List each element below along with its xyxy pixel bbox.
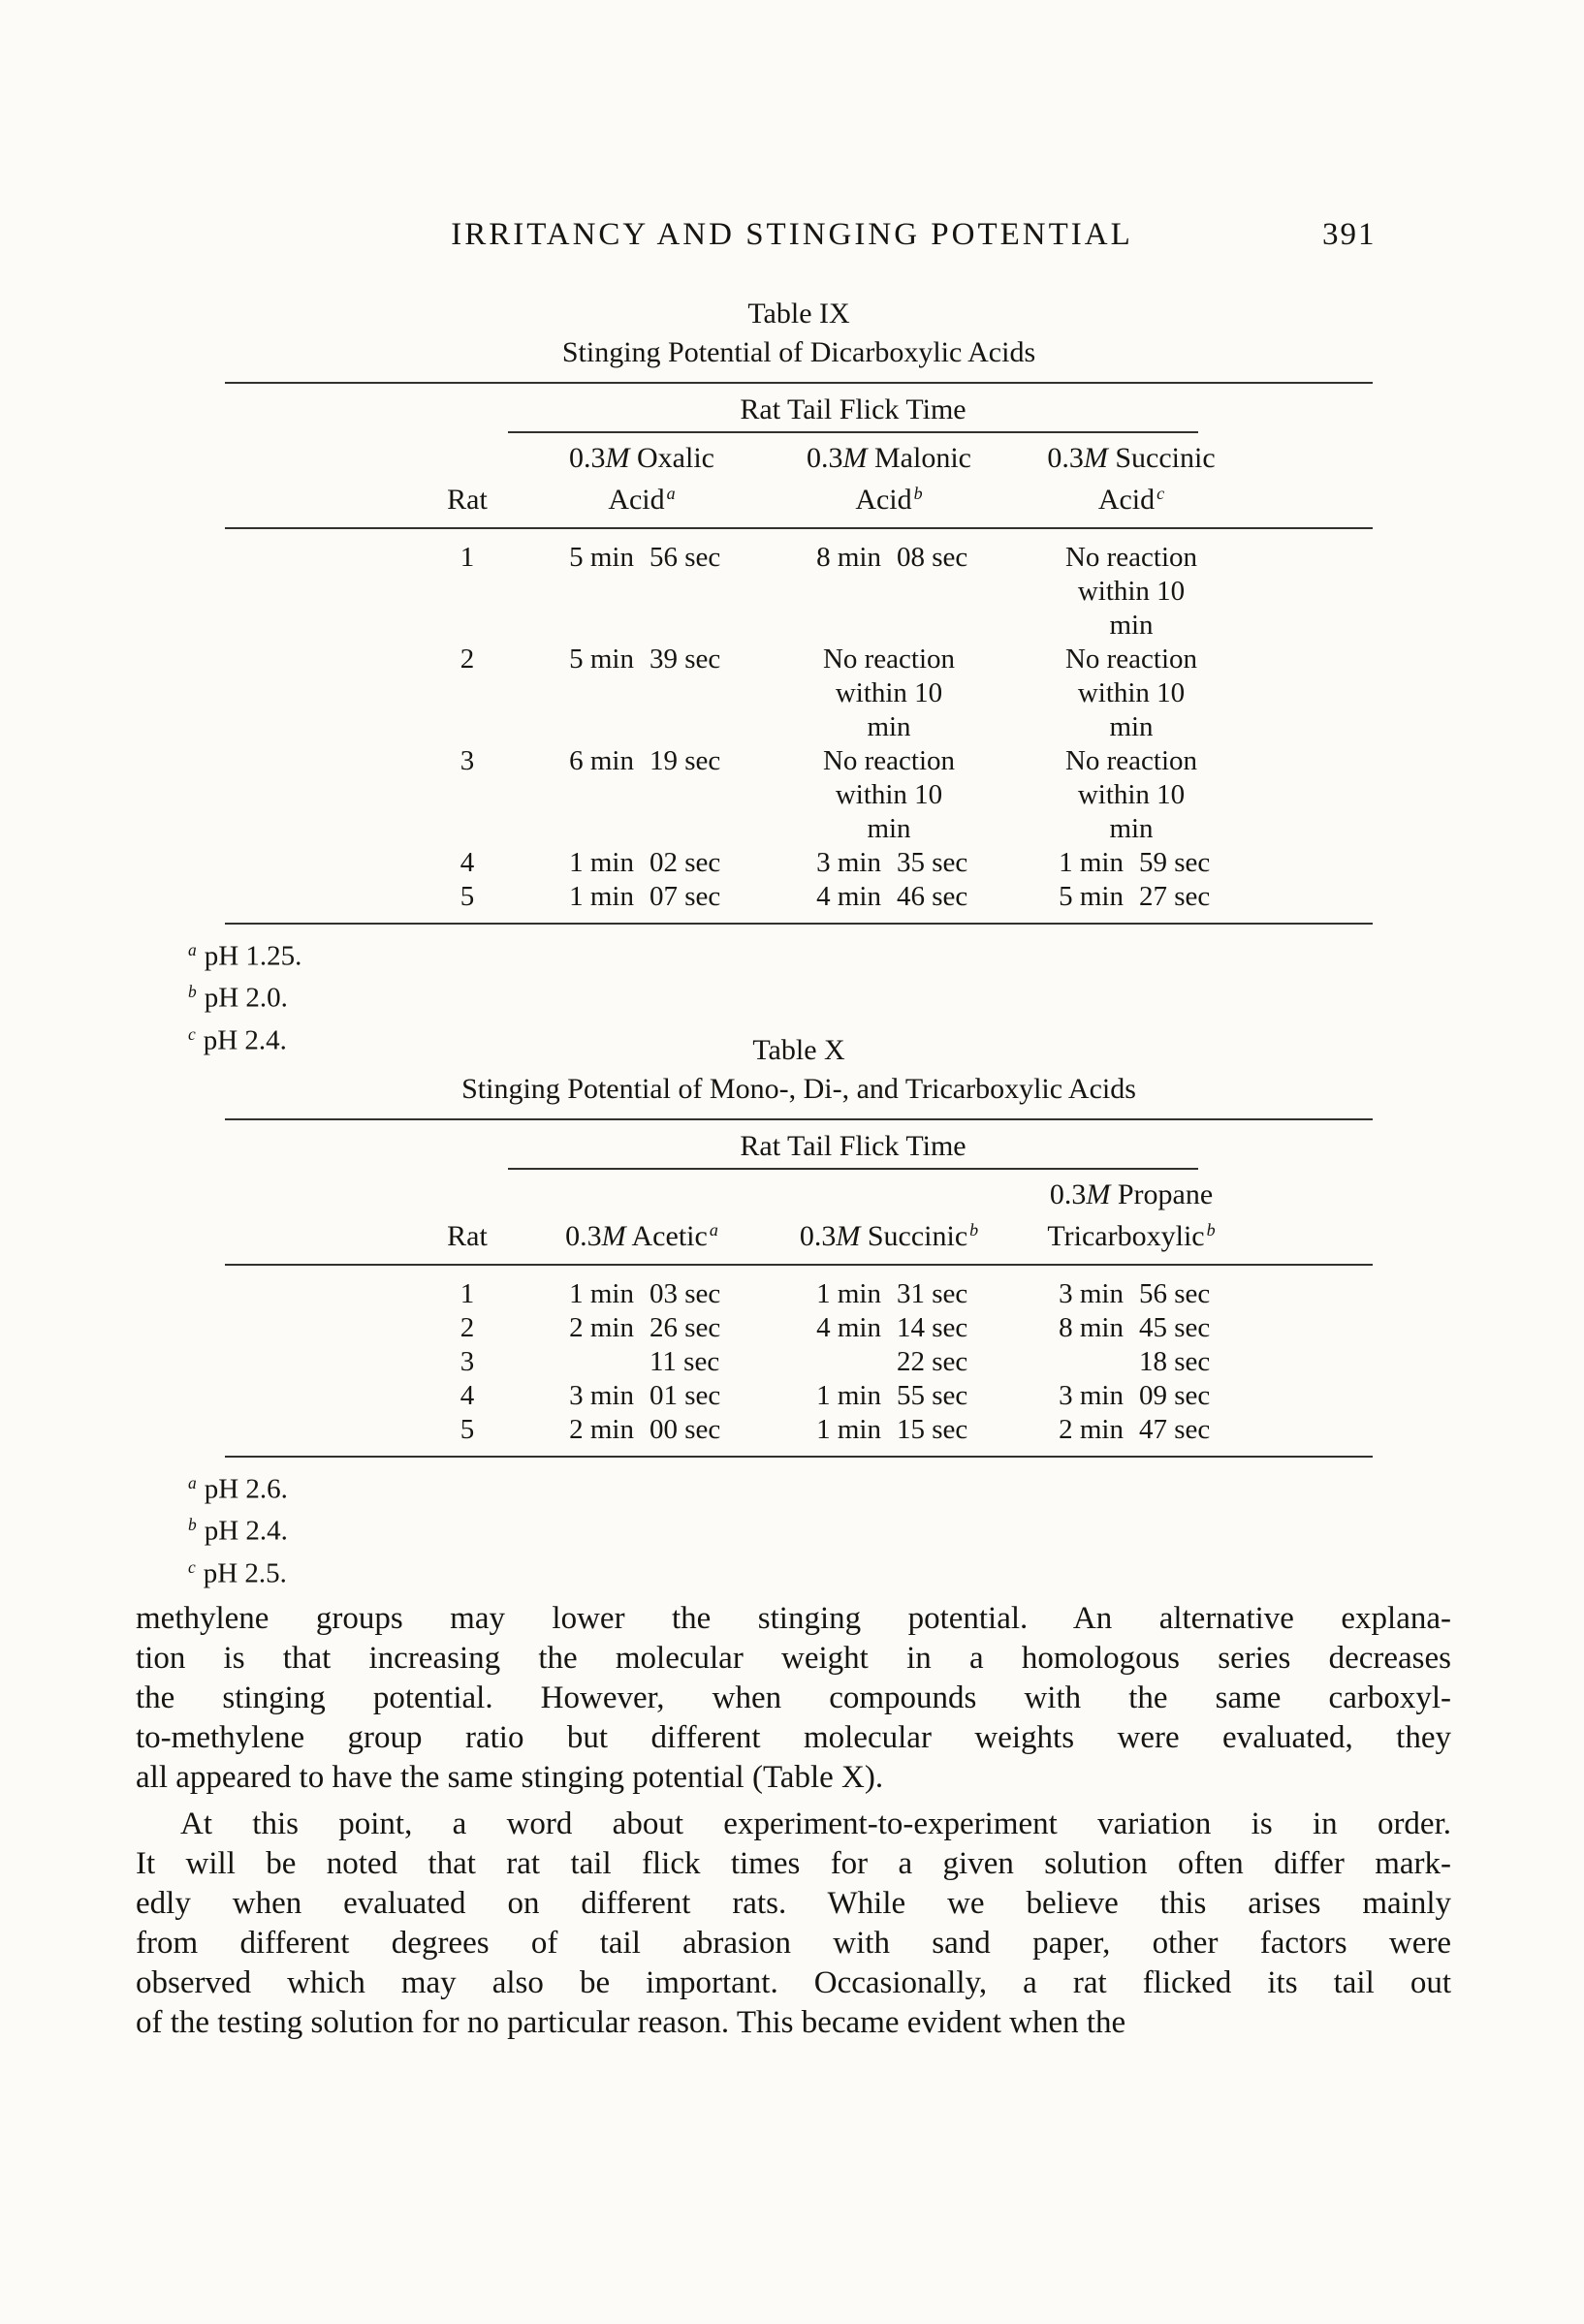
- rat-number: 2: [459, 643, 475, 675]
- table-ix-span-header: Rat Tail Flick Time: [740, 393, 966, 425]
- table-x-body: [225, 1266, 1373, 1456]
- table-row: [225, 744, 1373, 846]
- table-cell: No reaction within 10 min: [1064, 744, 1198, 844]
- rat-column-header: Rat: [447, 1219, 488, 1252]
- footnote: $^b$ pH 2.4.: [188, 1515, 288, 1548]
- table-cell: 5 min 56 sec: [569, 541, 721, 573]
- table-ix-subtitle: Stinging Potential of Dicarboxylic Acids: [561, 336, 1036, 368]
- table-x-span-header: Rat Tail Flick Time: [740, 1130, 966, 1162]
- table-cell: 2 min 00 sec: [569, 1413, 721, 1445]
- table-rule: [225, 1456, 1373, 1458]
- table-cell: No reaction within 10 min: [1064, 643, 1198, 742]
- table-cell: 2 min 47 sec: [1059, 1413, 1211, 1445]
- table-cell: 3 min 35 sec: [816, 846, 968, 878]
- table-row: [225, 1345, 1373, 1379]
- table-row: [225, 880, 1373, 914]
- paragraph: [136, 1599, 1451, 1798]
- rat-number: 3: [459, 744, 475, 776]
- table-cell: 22 sec: [897, 1345, 968, 1377]
- table-row: [225, 1277, 1373, 1311]
- acid-column-header: 0.3M Oxalic Acid $^a$: [569, 442, 714, 516]
- table-row: [225, 643, 1373, 744]
- table-row: [225, 1379, 1373, 1413]
- table-row: [225, 1413, 1373, 1447]
- rat-number: 4: [459, 846, 475, 878]
- table-cell: 8 min 45 sec: [1059, 1311, 1211, 1343]
- acid-column-header: 0.3M Acetic $^a$: [565, 1219, 718, 1252]
- table-cell: 1 min 02 sec: [569, 846, 721, 878]
- body-text-line: tion is that increasing the molecular weight in a homologous series decreases: [136, 1641, 1451, 1676]
- table-ix-title: Table IX: [747, 298, 850, 330]
- body-text-line: At this point, a word about experiment-to-experiment variation is in order.: [180, 1806, 1451, 1841]
- table-cell: 1 min 03 sec: [569, 1277, 721, 1309]
- table-cell: 5 min 27 sec: [1059, 880, 1211, 912]
- body-text-line: from different degrees of tail abrasion with sand paper, other factors were: [136, 1926, 1451, 1961]
- table-ix: [188, 297, 1373, 1059]
- table-x-column-headers: [225, 1170, 1373, 1264]
- footnote: $^a$ pH 1.25.: [188, 939, 302, 972]
- rat-number: 1: [459, 1277, 475, 1309]
- acid-column-header: 0.3M Succinic $^b$: [799, 1219, 979, 1252]
- table-cell: 18 sec: [1139, 1345, 1211, 1377]
- body-text-line: observed which may also be important. Occasionally, a rat flicked its tail out: [136, 1965, 1451, 2000]
- table-row: [225, 541, 1373, 643]
- table-cell: 1 min 07 sec: [569, 880, 721, 912]
- body-text-line: the stinging potential. However, when compounds with the same carboxyl-: [136, 1680, 1451, 1715]
- body-text-line: methylene groups may lower the stinging potential. An alternative explana-: [136, 1601, 1451, 1636]
- page-number: 391: [1322, 217, 1377, 252]
- table-cell: 1 min 55 sec: [816, 1379, 968, 1411]
- rat-number: 3: [459, 1345, 475, 1377]
- table-cell: 3 min 01 sec: [569, 1379, 721, 1411]
- body-text-line: to-methylene group ratio but different molecular weights were evaluated, they: [136, 1720, 1451, 1755]
- table-cell: 6 min 19 sec: [569, 744, 721, 776]
- rat-column-header: Rat: [447, 483, 488, 516]
- footnote: $^a$ pH 2.6.: [188, 1472, 288, 1505]
- acid-column-header: 0.3M Succinic Acid $^c$: [1047, 442, 1216, 516]
- table-cell: No reaction within 10 min: [822, 643, 956, 742]
- body-text-line: of the testing solution for no particular reason. This became evident when the: [136, 2005, 1126, 2040]
- footnote: $^b$ pH 2.0.: [188, 982, 288, 1015]
- running-head: IRRITANCY AND STINGING POTENTIAL: [451, 217, 1133, 252]
- acid-column-header: 0.3M Malonic Acid $^b$: [807, 442, 971, 516]
- body-text-line: edly when evaluated on different rats. While we believe this arises mainly: [136, 1886, 1451, 1921]
- table-row: [225, 846, 1373, 880]
- paragraph: [136, 1805, 1451, 2043]
- table-rule: [225, 923, 1373, 925]
- rat-number: 5: [459, 880, 475, 912]
- table-cell: 11 sec: [649, 1345, 720, 1377]
- rat-number: 2: [459, 1311, 475, 1343]
- rat-number: 1: [459, 541, 475, 573]
- table-cell: 1 min 15 sec: [816, 1413, 968, 1445]
- table-ix-column-headers: [225, 433, 1373, 527]
- body-text-line: It will be noted that rat tail flick times for a given solution often differ mark-: [136, 1846, 1451, 1881]
- table-cell: 2 min 26 sec: [569, 1311, 721, 1343]
- table-row: [225, 1311, 1373, 1345]
- table-cell: No reaction within 10 min: [1064, 541, 1198, 641]
- table-x-subtitle: Stinging Potential of Mono-, Di-, and Tricarboxylic Acids: [461, 1073, 1136, 1105]
- table-cell: 1 min 59 sec: [1059, 846, 1211, 878]
- table-cell: 4 min 46 sec: [816, 880, 968, 912]
- footnote: $^c$ pH 2.5.: [188, 1557, 287, 1589]
- table-cell: 3 min 09 sec: [1059, 1379, 1211, 1411]
- rat-number: 5: [459, 1413, 475, 1445]
- table-cell: 3 min 56 sec: [1059, 1277, 1211, 1309]
- table-cell: 8 min 08 sec: [816, 541, 968, 573]
- table-x-title: Table X: [752, 1034, 845, 1066]
- table-cell: 4 min 14 sec: [816, 1311, 968, 1343]
- body-text-line: all appeared to have the same stinging potential (Table X).: [136, 1760, 884, 1795]
- table-ix-body: [225, 529, 1373, 923]
- acid-column-header: 0.3M Propane Tricarboxylic $^b$: [1047, 1178, 1216, 1252]
- table-x-footnotes: [188, 1465, 1373, 1592]
- table-cell: 1 min 31 sec: [816, 1277, 968, 1309]
- table-cell: No reaction within 10 min: [822, 744, 956, 844]
- body-text: [136, 1599, 1451, 2050]
- table-cell: 5 min 39 sec: [569, 643, 721, 675]
- rat-number: 4: [459, 1379, 475, 1411]
- footnote: $^c$ pH 2.4.: [188, 1024, 287, 1056]
